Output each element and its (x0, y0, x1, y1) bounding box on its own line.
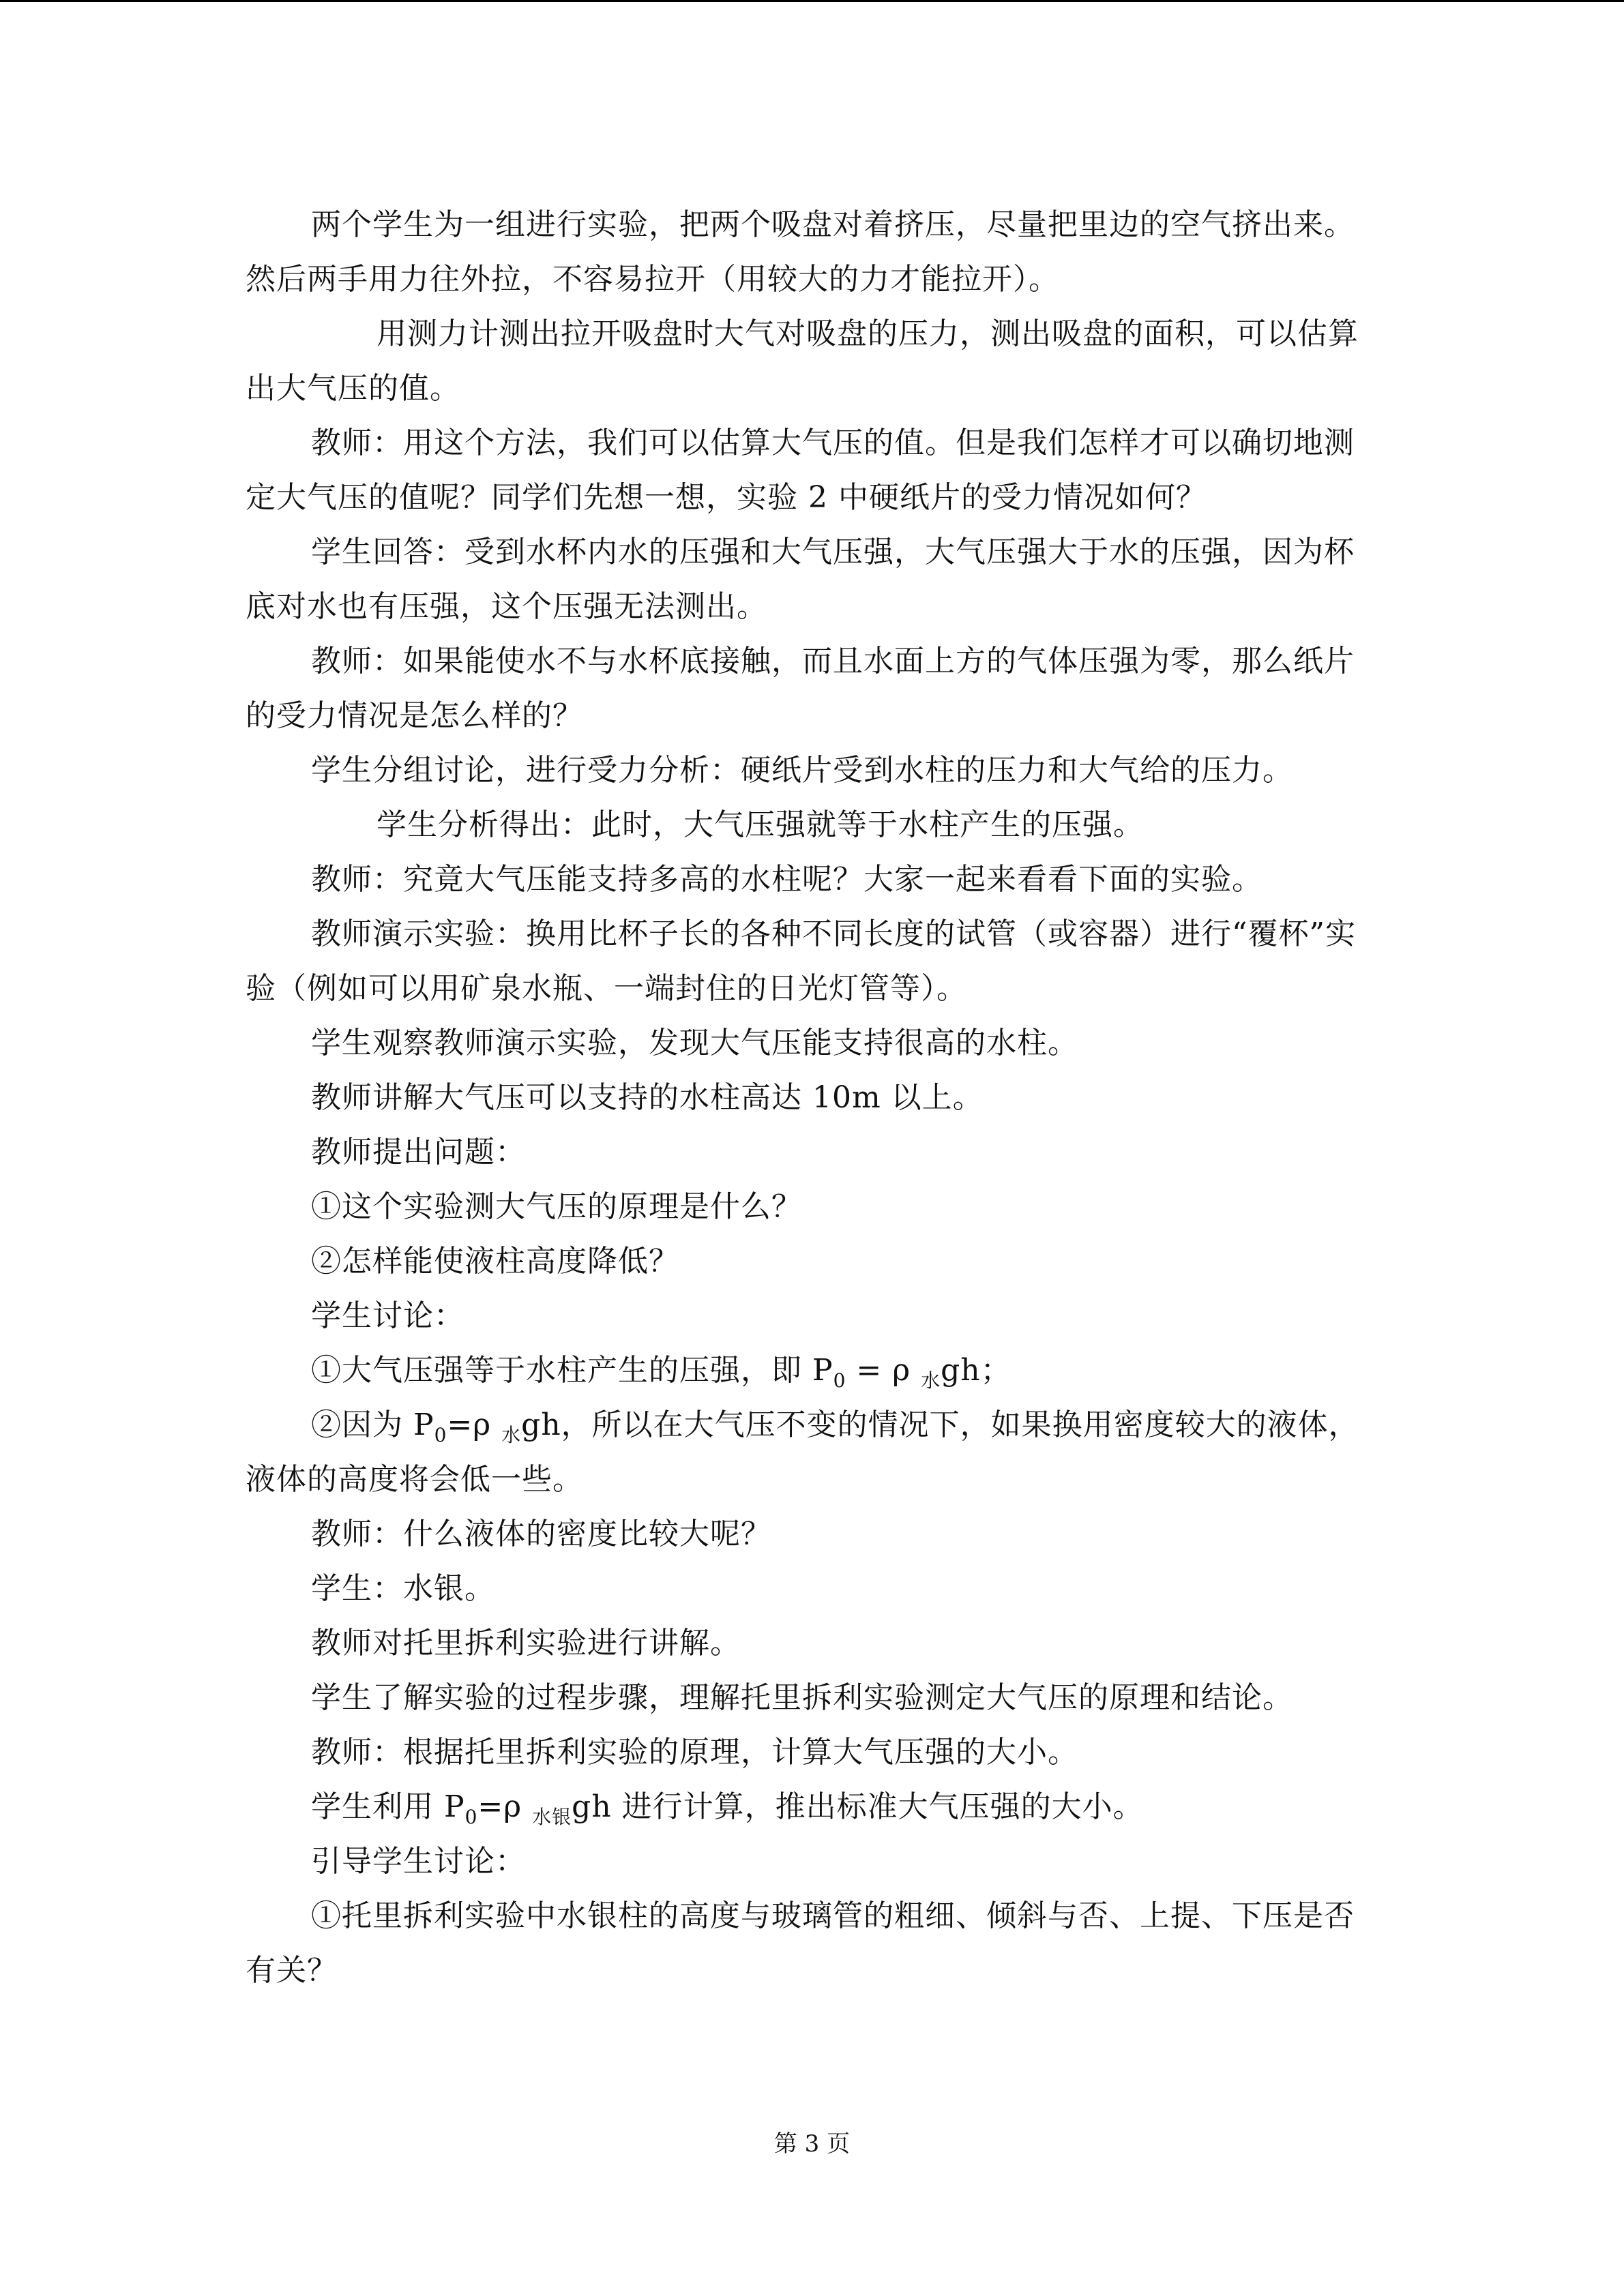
paragraph-10: 学生观察教师演示实验，发现大气压能支持很高的水柱。 (311, 1026, 1078, 1060)
formula-text: gh，所以在大气压不变的情况下，如果换用密度较大的液体，液体的高度将会低一些。 (246, 1407, 1359, 1497)
formula-text: =ρ (447, 1407, 502, 1442)
paragraph-5: 教师：如果能使水不与水杯底接触，而且水面上方的气体压强为零，那么纸片的受力情况是怎么样的？ (246, 644, 1355, 733)
subscript-zero: 0 (833, 1369, 846, 1392)
formula-text: =ρ (477, 1789, 533, 1824)
paragraph-3: 教师：用这个方法，我们可以估算大气压的值。但是我们怎样才可以确切地测定大气压的值呢？同学们先想一想，实验 2 中硬纸片的受力情况如何？ (246, 426, 1355, 515)
paragraph-23 (246, 1780, 1364, 1834)
subscript-zero: 0 (434, 1424, 447, 1446)
paragraph-12: 教师提出问题： (311, 1135, 526, 1169)
page-body (246, 198, 1364, 1998)
formula-text: gh 进行计算，推出标准大气压强的大小。 (572, 1789, 1144, 1824)
formula-text: ②因为 P (311, 1407, 434, 1442)
paragraph-21: 学生了解实验的过程步骤，理解托里拆利实验测定大气压的原理和结论。 (311, 1680, 1293, 1715)
subscript-mercury: 水银 (532, 1806, 572, 1828)
paragraph-15: 学生讨论： (311, 1298, 464, 1333)
formula-text: ①大气压强等于水柱产生的压强，即 P (311, 1353, 833, 1388)
paragraph-6: 学生分组讨论，进行受力分析：硬纸片受到水柱的压力和大气给的压力。 (311, 753, 1293, 788)
paragraph-16 (246, 1343, 1364, 1398)
paragraph-25: ①托里拆利实验中水银柱的高度与玻璃管的粗细、倾斜与否、上提、下压是否有关？ (246, 1898, 1355, 1988)
paragraph-1: 两个学生为一组进行实验，把两个吸盘对着挤压，尽量把里边的空气挤出来。然后两手用力往外拉，不容易拉开（用较大的力才能拉开）。 (246, 207, 1355, 297)
subscript-water: 水 (921, 1369, 941, 1392)
top-border (0, 0, 1624, 2)
paragraph-13: ①这个实验测大气压的原理是什么？ (311, 1189, 802, 1224)
paragraph-22: 教师：根据托里拆利实验的原理，计算大气压强的大小。 (311, 1735, 1078, 1770)
paragraph-11: 教师讲解大气压可以支持的水柱高达 10m 以上。 (311, 1080, 984, 1115)
paragraph-19: 学生：水银。 (311, 1571, 495, 1606)
paragraph-8: 教师：究竟大气压能支持多高的水柱呢？大家一起来看看下面的实验。 (311, 862, 1263, 897)
paragraph-24: 引导学生讨论： (311, 1844, 526, 1879)
paragraph-4: 学生回答：受到水杯内水的压强和大气压强，大气压强大于水的压强，因为杯底对水也有压强，这个压强无法测出。 (246, 535, 1355, 624)
subscript-water: 水 (501, 1424, 522, 1446)
paragraph-17 (246, 1398, 1364, 1507)
formula-text: = ρ (846, 1353, 921, 1388)
page-number: 第 3 页 (773, 2130, 851, 2158)
formula-text: 学生利用 P (311, 1789, 465, 1824)
paragraph-20: 教师对托里拆利实验进行讲解。 (311, 1626, 741, 1660)
paragraph-2: 用测力计测出拉开吸盘时大气对吸盘的压力，测出吸盘的面积，可以估算出大气压的值。 (246, 316, 1359, 406)
paragraph-9: 教师演示实验：换用比杯子长的各种不同长度的试管（或容器）进行“覆杯”实验（例如可以用矿泉水瓶、一端封住的日光灯管等）。 (246, 916, 1356, 1006)
subscript-zero: 0 (464, 1806, 478, 1828)
formula-text: gh； (941, 1353, 1012, 1388)
paragraph-14: ②怎样能使液柱高度降低？ (311, 1244, 679, 1279)
paragraph-18: 教师：什么液体的密度比较大呢？ (311, 1517, 771, 1551)
paragraph-7: 学生分析得出：此时，大气压强就等于水柱产生的压强。 (377, 807, 1144, 842)
